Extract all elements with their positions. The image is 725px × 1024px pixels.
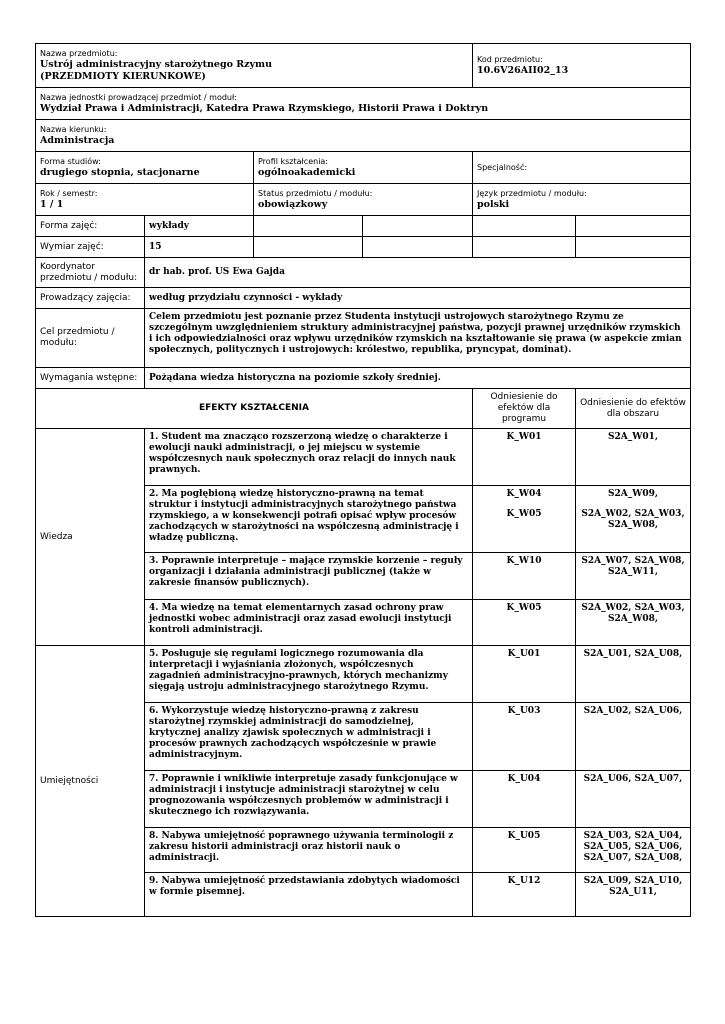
effect-text: 7. Poprawnie i wnikliwie interpretuje zasady funkcjonujące w administracji i instytucje administracji starożytnej w celu prognozowania współczesnych problemów w administracji i skutecznego ich rozwiązywania. [145, 771, 473, 828]
effect-text: 1. Student ma znacząco rozszerzoną wiedzę o charakterze i ewolucji nauki administracji, o jej miejscu w systemie współczesnych nauk społecznych oraz relacji do innych nauk prawnych. [145, 429, 473, 486]
effect-program-code: K_U12 [507, 876, 541, 886]
effect-area-code: S2A_U09, S2A_U10, S2A_U11, [583, 876, 683, 897]
class-form-empty-3 [473, 216, 576, 237]
class-form-empty-1 [254, 216, 363, 237]
row-year [36, 184, 691, 216]
row-requirements [36, 368, 691, 389]
row-class-form [36, 216, 691, 237]
effect-program-ref [473, 703, 576, 771]
subject-group: (PRZEDMIOTY KIERUNKOWE) [40, 70, 206, 82]
effects-title: EFEKTY KSZTAŁCENIA [36, 389, 473, 429]
row-teachers [36, 288, 691, 309]
study-form-cell [36, 152, 254, 184]
class-form-empty-2 [363, 216, 473, 237]
subject-name: Ustrój administracyjny starożytnego Rzymu [40, 59, 272, 70]
effect-area-code-2: S2A_W02, S2A_W03, S2A_W08, [581, 509, 685, 530]
specialty-label: Specjalność: [477, 162, 528, 172]
effect-text: 3. Poprawnie interpretuje – mające rzymskie korzenie – reguły organizacji i działania administracji publicznej (także w zakresie finansów publicznych). [145, 553, 473, 600]
effect-program-ref [473, 553, 576, 600]
status-cell [254, 184, 473, 216]
unit-value: Wydział Prawa i Administracji, Katedra Prawa Rzymskiego, Historii Prawa i Doktryn [40, 102, 489, 114]
class-hours-empty-2 [363, 237, 473, 258]
effect-text: 5. Posługuje się regułami logicznego rozumowania dla interpretacji i wyjaśniania złożonych, współczesnych zagadnień administracyjno-prawnych, których mechanizmy sięgają ustroju administracyjnego starożytnego Rzymu. [145, 646, 473, 703]
profile-cell [254, 152, 473, 184]
language-value: polski [477, 198, 510, 210]
effect-text: 9. Nabywa umiejętność przedstawiania zdobytych wiadomości w formie pisemnej. [145, 873, 473, 917]
requirements-value: Pożądana wiedza historyczna na poziomie szkoły średniej. [145, 368, 691, 389]
code-cell [473, 44, 691, 88]
teachers-value: według przydziału czynności - wykłady [145, 288, 691, 309]
effect-program-code: K_U04 [507, 774, 541, 784]
row-subject [36, 44, 691, 88]
direction-cell [36, 120, 691, 152]
class-form-value: wykłady [145, 216, 254, 237]
requirements-label: Wymagania wstępne: [36, 368, 145, 389]
effect-program-code: K_W04 [506, 489, 542, 499]
row-coordinator [36, 258, 691, 288]
effect-area-code: S2A_W07, S2A_W08, S2A_W11, [581, 556, 685, 577]
effect-program-ref [473, 771, 576, 828]
effect-area-ref [576, 828, 691, 873]
profile-label: Profil kształcenia: [258, 156, 329, 166]
year-cell [36, 184, 254, 216]
effect-area-code: S2A_U01, S2A_U08, [583, 649, 683, 659]
effect-program-code-2: K_W05 [506, 509, 542, 519]
effect-program-ref [473, 600, 576, 646]
subject-cell [36, 44, 473, 88]
class-hours-label: Wymiar zajęć: [36, 237, 145, 258]
row-goal [36, 309, 691, 368]
class-form-empty-4 [576, 216, 691, 237]
effect-program-ref [473, 646, 576, 703]
skills-label: Umiejętności [36, 646, 145, 917]
effects-area-ref: Odniesienie do efektów dla obszaru [576, 389, 691, 429]
effect-text: 2. Ma pogłębioną wiedzę historyczno-prawną na temat struktur i instytucji administracyjnych starożytnego państwa rzymskiego, a w konsekwencji potrafi opisać wpływ procesów zachodzących w starożytności na współczesną administrację i władzę publiczną. [145, 486, 473, 553]
status-label: Status przedmiotu / modułu: [258, 188, 373, 198]
effect-area-code: S2A_U03, S2A_U04, S2A_U05, S2A_U06, S2A_U07, S2A_U08, [583, 831, 683, 863]
effect-program-ref [473, 873, 576, 917]
direction-value: Administracja [40, 134, 115, 146]
effect-area-code: S2A_U02, S2A_U06, [583, 706, 683, 716]
class-hours-empty-1 [254, 237, 363, 258]
unit-label: Nazwa jednostki prowadzącej przedmiot / moduł: [40, 92, 237, 102]
unit-cell [36, 88, 691, 120]
status-value: obowiązkowy [258, 198, 328, 210]
coordinator-label: Koordynator przedmiotu / modułu: [36, 258, 145, 288]
effect-program-code: K_U01 [507, 649, 541, 659]
effect-area-ref [576, 429, 691, 486]
profile-value: ogólnoakademicki [258, 166, 356, 178]
effect-program-code: K_W10 [506, 556, 542, 566]
row-effects-header [36, 389, 691, 429]
effect-program-ref [473, 828, 576, 873]
effect-area-ref [576, 486, 691, 553]
effect-program-ref [473, 486, 576, 553]
class-hours-value: 15 [145, 237, 254, 258]
effect-area-ref [576, 873, 691, 917]
study-form-label: Forma studiów: [40, 156, 101, 166]
language-cell [473, 184, 691, 216]
study-form-value: drugiego stopnia, stacjonarne [40, 166, 200, 178]
direction-label: Nazwa kierunku: [40, 124, 107, 134]
language-label: Język przedmiotu / modułu: [477, 188, 587, 198]
coordinator-value: dr hab. prof. US Ewa Gajda [145, 258, 691, 288]
goal-label: Cel przedmiotu / modułu: [36, 309, 145, 368]
effect-program-code: K_U03 [507, 706, 541, 716]
effect-area-ref [576, 600, 691, 646]
effect-text: 6. Wykorzystuje wiedzę historyczno-prawną z zakresu starożytnej rzymskiej administracji do samodzielnej, krytycznej analizy zjawisk społecznych w administracji i procesów prawnych zachodzących współcześnie w prawie administracyjnym. [145, 703, 473, 771]
row-study-form [36, 152, 691, 184]
teachers-label: Prowadzący zajęcia: [36, 288, 145, 309]
effect-area-ref [576, 553, 691, 600]
code-value: 10.6V26AII02_13 [477, 64, 569, 76]
effect-area-code: S2A_U06, S2A_U07, [583, 774, 683, 784]
effect-area-code: S2A_W09, [607, 489, 658, 499]
effect-area-ref [576, 771, 691, 828]
effect-text: 8. Nabywa umiejętność poprawnego używania terminologii z zakresu historii administracji oraz historii nauk o administracji. [145, 828, 473, 873]
specialty-cell [473, 152, 691, 184]
year-value: 1 / 1 [40, 198, 64, 210]
effects-program-ref: Odniesienie do efektów dla programu [473, 389, 576, 429]
code-label: Kod przedmiotu: [477, 54, 543, 64]
subject-label: Nazwa przedmiotu: [40, 49, 118, 58]
effect-program-code: K_W05 [506, 603, 542, 613]
course-card [35, 43, 690, 917]
class-hours-empty-4 [576, 237, 691, 258]
year-label: Rok / semestr: [40, 188, 98, 198]
effect-area-ref [576, 703, 691, 771]
effect-program-code: K_U05 [507, 831, 541, 841]
class-form-label: Forma zajęć: [36, 216, 145, 237]
effect-area-code: S2A_W01, [607, 432, 658, 442]
row-class-hours [36, 237, 691, 258]
class-hours-empty-3 [473, 237, 576, 258]
knowledge-label: Wiedza [36, 429, 145, 646]
row-unit [36, 88, 691, 120]
effect-text: 4. Ma wiedzę na temat elementarnych zasad ochrony praw jednostki wobec administracji oraz zasad ewolucji instytucji kontroli administracji. [145, 600, 473, 646]
goal-value: Celem przedmiotu jest poznanie przez Studenta instytucji ustrojowych starożytnego Rzymu ze szczególnym uwzględnieniem struktury administracyjnej państwa, pozycji prawnej urzędników rzymskich i ich odpowiedzialności oraz wpływu urzędników rzymskich na kształtowanie się prawa (w aspekcie zmian społecznych, politycznych i ustrojowych: królestwo, republika, pryncypat, dominat). [145, 309, 691, 368]
effect-row [36, 646, 691, 703]
course-table [35, 43, 691, 917]
effect-area-ref [576, 646, 691, 703]
effect-area-code: S2A_W02, S2A_W03, S2A_W08, [581, 603, 685, 624]
row-direction [36, 120, 691, 152]
effect-program-code: K_W01 [506, 432, 542, 442]
effect-row [36, 429, 691, 486]
effect-program-ref [473, 429, 576, 486]
